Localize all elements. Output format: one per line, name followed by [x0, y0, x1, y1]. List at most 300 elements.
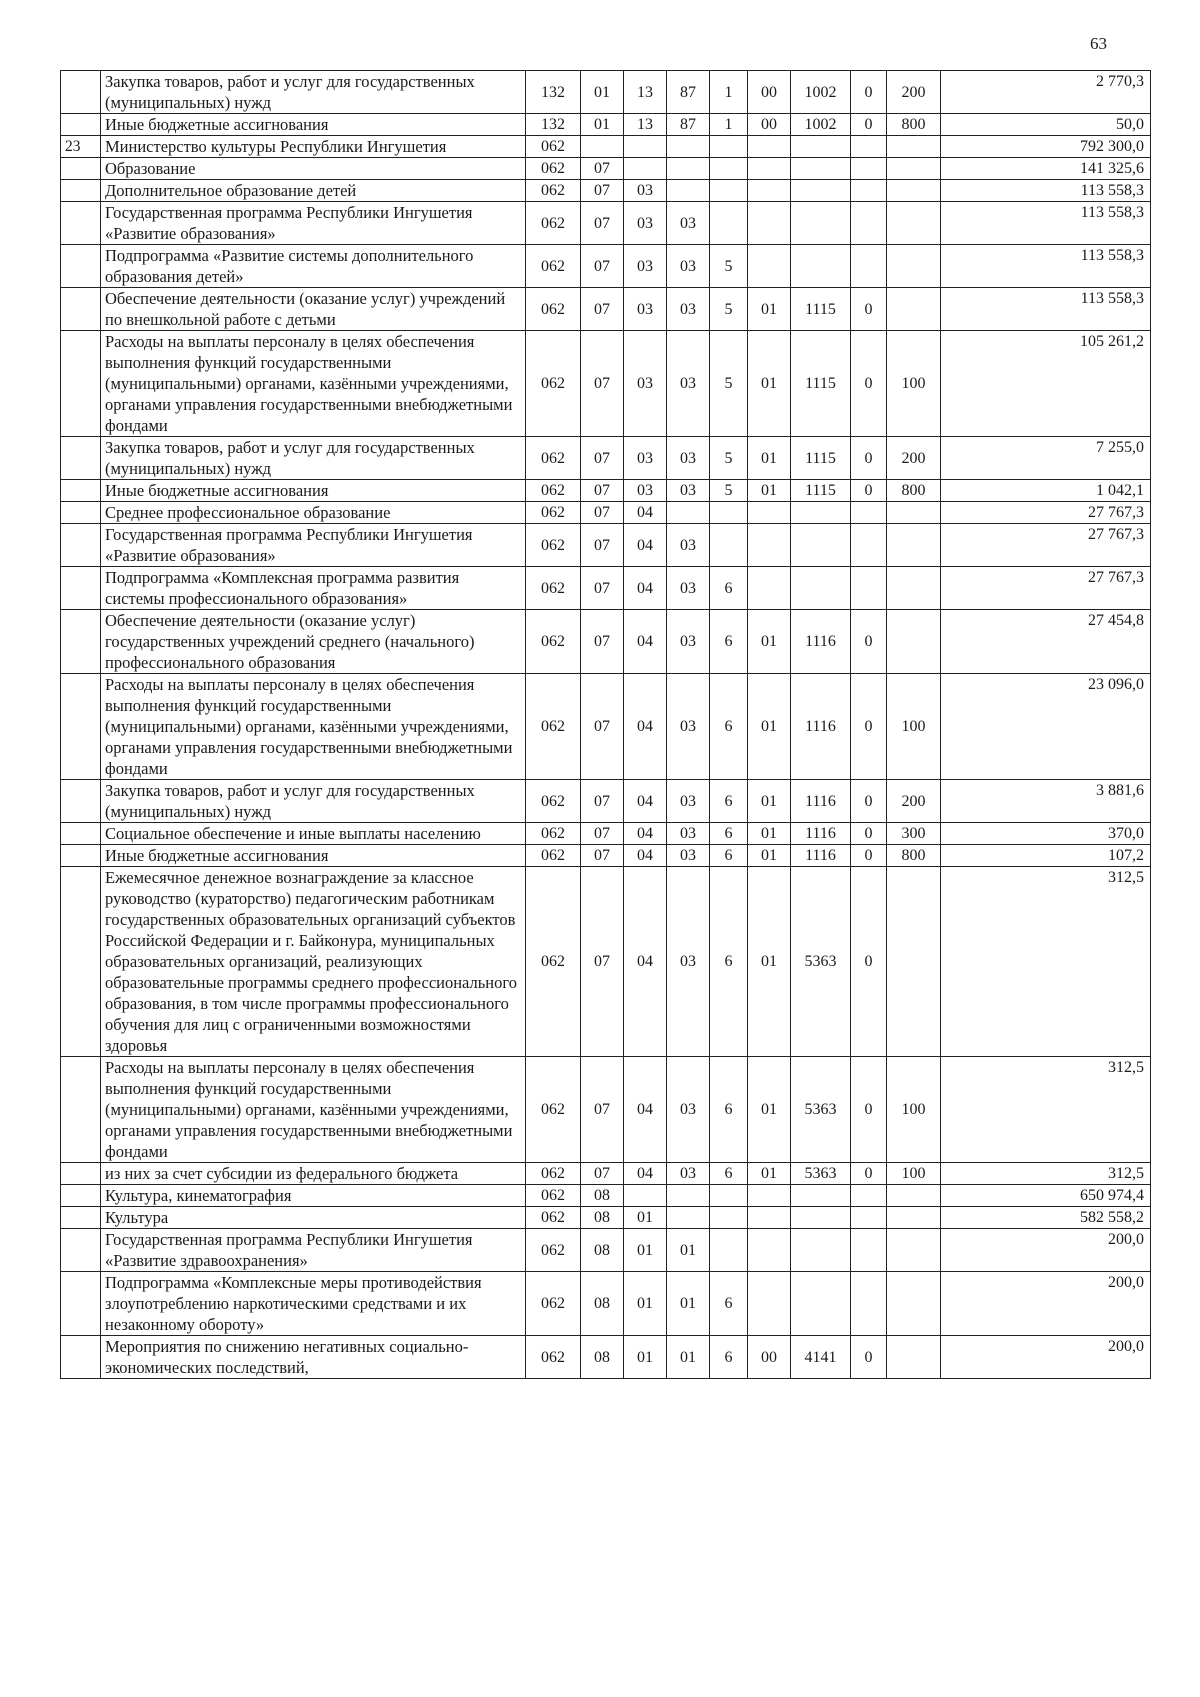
code-direction-cell: 1116: [791, 780, 851, 823]
code-program-cell: 03: [667, 610, 710, 674]
code-ministry-cell: 062: [526, 158, 581, 180]
code-direction-cell: 5363: [791, 1057, 851, 1163]
code-sub-cell: [851, 180, 887, 202]
code-expense-type-cell: 100: [887, 1057, 941, 1163]
code-direction-cell: 1116: [791, 674, 851, 780]
code-section-cell: 08: [581, 1207, 624, 1229]
code-sub-cell: [851, 158, 887, 180]
code-event-cell: [748, 202, 791, 245]
item-name-cell: Обеспечение деятельности (оказание услуг) государственных учреждений среднего (начального) профессионального образования: [101, 610, 526, 674]
code-event-cell: [748, 567, 791, 610]
row-number-cell: [61, 674, 101, 780]
code-event-cell: 01: [748, 867, 791, 1057]
code-ministry-cell: 062: [526, 331, 581, 437]
code-ministry-cell: 062: [526, 1207, 581, 1229]
code-subprogram-cell: 5: [710, 437, 748, 480]
code-expense-type-cell: 200: [887, 780, 941, 823]
code-direction-cell: 1115: [791, 288, 851, 331]
item-name-cell: Подпрограмма «Комплексная программа развития системы профессионального образования»: [101, 567, 526, 610]
code-direction-cell: [791, 502, 851, 524]
code-program-cell: 03: [667, 674, 710, 780]
row-number-cell: [61, 288, 101, 331]
code-program-cell: 03: [667, 1163, 710, 1185]
code-program-cell: 01: [667, 1336, 710, 1379]
code-subprogram-cell: 5: [710, 331, 748, 437]
code-subsection-cell: 04: [624, 610, 667, 674]
code-section-cell: 07: [581, 610, 624, 674]
table-row: [61, 331, 1151, 437]
code-event-cell: [748, 1229, 791, 1272]
code-program-cell: 03: [667, 524, 710, 567]
code-sub-cell: 0: [851, 437, 887, 480]
item-name-cell: Подпрограмма «Развитие системы дополнительного образования детей»: [101, 245, 526, 288]
code-event-cell: 00: [748, 1336, 791, 1379]
code-program-cell: 03: [667, 1057, 710, 1163]
code-program-cell: [667, 502, 710, 524]
code-section-cell: 08: [581, 1272, 624, 1336]
item-name-cell: Образование: [101, 158, 526, 180]
code-section-cell: 07: [581, 158, 624, 180]
code-sub-cell: [851, 136, 887, 158]
code-direction-cell: [791, 1229, 851, 1272]
row-number-cell: [61, 180, 101, 202]
row-number-cell: [61, 245, 101, 288]
code-subsection-cell: [624, 136, 667, 158]
code-subprogram-cell: 6: [710, 823, 748, 845]
code-sub-cell: 0: [851, 610, 887, 674]
item-name-cell: Государственная программа Республики Ингушетия «Развитие образования»: [101, 524, 526, 567]
code-expense-type-cell: 100: [887, 1163, 941, 1185]
table-row: [61, 288, 1151, 331]
code-direction-cell: 1116: [791, 845, 851, 867]
code-direction-cell: 1115: [791, 437, 851, 480]
row-number-cell: [61, 1207, 101, 1229]
code-program-cell: 03: [667, 202, 710, 245]
table-row: [61, 1336, 1151, 1379]
code-section-cell: 07: [581, 1163, 624, 1185]
code-sub-cell: [851, 502, 887, 524]
code-expense-type-cell: [887, 1185, 941, 1207]
code-ministry-cell: 062: [526, 502, 581, 524]
code-ministry-cell: 062: [526, 1057, 581, 1163]
code-section-cell: 01: [581, 71, 624, 114]
code-ministry-cell: 062: [526, 567, 581, 610]
code-ministry-cell: 132: [526, 114, 581, 136]
amount-cell: 312,5: [941, 1163, 1151, 1185]
table-row: [61, 567, 1151, 610]
code-ministry-cell: 062: [526, 480, 581, 502]
code-event-cell: 01: [748, 845, 791, 867]
code-section-cell: 07: [581, 437, 624, 480]
code-section-cell: 07: [581, 1057, 624, 1163]
row-number-cell: [61, 780, 101, 823]
code-ministry-cell: 062: [526, 1336, 581, 1379]
code-sub-cell: 0: [851, 867, 887, 1057]
row-number-cell: [61, 502, 101, 524]
item-name-cell: Иные бюджетные ассигнования: [101, 480, 526, 502]
amount-cell: 27 767,3: [941, 567, 1151, 610]
code-section-cell: 07: [581, 823, 624, 845]
code-event-cell: [748, 1272, 791, 1336]
code-subsection-cell: 03: [624, 288, 667, 331]
code-ministry-cell: 132: [526, 71, 581, 114]
code-event-cell: 01: [748, 1057, 791, 1163]
code-sub-cell: 0: [851, 480, 887, 502]
table-row: [61, 1163, 1151, 1185]
code-subprogram-cell: 5: [710, 245, 748, 288]
item-name-cell: Министерство культуры Республики Ингушетия: [101, 136, 526, 158]
code-expense-type-cell: [887, 136, 941, 158]
table-row: [61, 845, 1151, 867]
row-number-cell: [61, 71, 101, 114]
code-program-cell: 01: [667, 1229, 710, 1272]
table-row: [61, 823, 1151, 845]
code-direction-cell: [791, 158, 851, 180]
code-event-cell: 01: [748, 780, 791, 823]
item-name-cell: Ежемесячное денежное вознаграждение за классное руководство (кураторство) педагогическим работникам государственных образовательных организаций субъектов Российской Федерации и г. Байконура, муниципальных образовательных организаций, реализующих образовательные программы среднего профессионального образования, в том числе программы профессионального обучения для лиц с ограниченными возможностями здоровья: [101, 867, 526, 1057]
code-event-cell: [748, 524, 791, 567]
amount-cell: 2 770,3: [941, 71, 1151, 114]
code-expense-type-cell: [887, 158, 941, 180]
code-subprogram-cell: 6: [710, 567, 748, 610]
code-expense-type-cell: [887, 524, 941, 567]
code-direction-cell: [791, 1185, 851, 1207]
code-event-cell: 01: [748, 437, 791, 480]
code-sub-cell: 0: [851, 1163, 887, 1185]
row-number-cell: [61, 823, 101, 845]
code-program-cell: 03: [667, 288, 710, 331]
code-event-cell: [748, 136, 791, 158]
code-ministry-cell: 062: [526, 524, 581, 567]
code-subsection-cell: 01: [624, 1272, 667, 1336]
table-row: [61, 202, 1151, 245]
code-subsection-cell: 04: [624, 823, 667, 845]
code-program-cell: 03: [667, 867, 710, 1057]
code-expense-type-cell: 800: [887, 845, 941, 867]
page-number: 63: [1090, 34, 1107, 53]
amount-cell: 1 042,1: [941, 480, 1151, 502]
code-program-cell: 03: [667, 437, 710, 480]
amount-cell: 582 558,2: [941, 1207, 1151, 1229]
row-number-cell: [61, 845, 101, 867]
code-section-cell: 07: [581, 202, 624, 245]
item-name-cell: Социальное обеспечение и иные выплаты населению: [101, 823, 526, 845]
item-name-cell: Расходы на выплаты персоналу в целях обеспечения выполнения функций государственными (муниципальными) органами, казёнными учреждениями, органами управления государственными внебюджетными фондами: [101, 674, 526, 780]
code-event-cell: 01: [748, 1163, 791, 1185]
code-subsection-cell: 03: [624, 480, 667, 502]
code-event-cell: 01: [748, 674, 791, 780]
code-program-cell: 03: [667, 780, 710, 823]
code-subprogram-cell: [710, 1185, 748, 1207]
code-event-cell: 00: [748, 114, 791, 136]
code-sub-cell: 0: [851, 674, 887, 780]
code-subsection-cell: 03: [624, 437, 667, 480]
code-event-cell: 01: [748, 610, 791, 674]
code-subprogram-cell: 6: [710, 780, 748, 823]
code-event-cell: [748, 245, 791, 288]
code-program-cell: 01: [667, 1272, 710, 1336]
amount-cell: 7 255,0: [941, 437, 1151, 480]
code-subprogram-cell: 6: [710, 845, 748, 867]
code-subsection-cell: 03: [624, 202, 667, 245]
code-program-cell: [667, 158, 710, 180]
code-subsection-cell: 04: [624, 1057, 667, 1163]
code-event-cell: 01: [748, 288, 791, 331]
code-direction-cell: [791, 180, 851, 202]
item-name-cell: Государственная программа Республики Ингушетия «Развитие здравоохранения»: [101, 1229, 526, 1272]
code-event-cell: 01: [748, 480, 791, 502]
row-number-cell: [61, 567, 101, 610]
code-sub-cell: 0: [851, 331, 887, 437]
code-event-cell: [748, 502, 791, 524]
table-row: [61, 480, 1151, 502]
code-subprogram-cell: 5: [710, 288, 748, 331]
code-subprogram-cell: 1: [710, 71, 748, 114]
code-expense-type-cell: [887, 288, 941, 331]
code-subsection-cell: [624, 158, 667, 180]
code-subprogram-cell: [710, 524, 748, 567]
code-section-cell: 07: [581, 674, 624, 780]
table-row: [61, 780, 1151, 823]
code-expense-type-cell: [887, 867, 941, 1057]
code-subprogram-cell: [710, 202, 748, 245]
code-section-cell: 07: [581, 288, 624, 331]
code-event-cell: 01: [748, 823, 791, 845]
code-direction-cell: 5363: [791, 867, 851, 1057]
code-expense-type-cell: 100: [887, 331, 941, 437]
code-sub-cell: 0: [851, 823, 887, 845]
row-number-cell: [61, 524, 101, 567]
amount-cell: 370,0: [941, 823, 1151, 845]
code-expense-type-cell: [887, 1336, 941, 1379]
code-ministry-cell: 062: [526, 845, 581, 867]
code-sub-cell: [851, 1207, 887, 1229]
code-sub-cell: 0: [851, 114, 887, 136]
code-sub-cell: [851, 524, 887, 567]
code-subprogram-cell: 6: [710, 1163, 748, 1185]
code-subprogram-cell: [710, 180, 748, 202]
table-row: [61, 1272, 1151, 1336]
table-row: [61, 610, 1151, 674]
code-expense-type-cell: [887, 1207, 941, 1229]
item-name-cell: Иные бюджетные ассигнования: [101, 114, 526, 136]
row-number-cell: [61, 202, 101, 245]
code-sub-cell: 0: [851, 780, 887, 823]
amount-cell: 107,2: [941, 845, 1151, 867]
amount-cell: 50,0: [941, 114, 1151, 136]
code-program-cell: [667, 1207, 710, 1229]
table-body: [61, 71, 1151, 1379]
amount-cell: 113 558,3: [941, 202, 1151, 245]
code-section-cell: 07: [581, 524, 624, 567]
code-program-cell: 03: [667, 823, 710, 845]
amount-cell: 3 881,6: [941, 780, 1151, 823]
code-expense-type-cell: [887, 567, 941, 610]
code-subprogram-cell: 6: [710, 610, 748, 674]
code-event-cell: [748, 1185, 791, 1207]
code-program-cell: 87: [667, 71, 710, 114]
code-expense-type-cell: 300: [887, 823, 941, 845]
item-name-cell: Культура, кинематография: [101, 1185, 526, 1207]
table-row: [61, 1207, 1151, 1229]
code-direction-cell: [791, 524, 851, 567]
code-section-cell: 07: [581, 502, 624, 524]
code-sub-cell: [851, 202, 887, 245]
code-sub-cell: 0: [851, 1057, 887, 1163]
code-expense-type-cell: 800: [887, 114, 941, 136]
code-subprogram-cell: [710, 502, 748, 524]
code-subsection-cell: 04: [624, 524, 667, 567]
code-subsection-cell: 04: [624, 867, 667, 1057]
code-program-cell: [667, 136, 710, 158]
code-ministry-cell: 062: [526, 136, 581, 158]
row-number-cell: [61, 1272, 101, 1336]
code-section-cell: 07: [581, 245, 624, 288]
table-row: [61, 502, 1151, 524]
code-section-cell: 07: [581, 867, 624, 1057]
code-ministry-cell: 062: [526, 202, 581, 245]
code-expense-type-cell: [887, 245, 941, 288]
code-subprogram-cell: 6: [710, 867, 748, 1057]
amount-cell: 312,5: [941, 867, 1151, 1057]
code-direction-cell: [791, 136, 851, 158]
code-program-cell: 03: [667, 480, 710, 502]
amount-cell: 113 558,3: [941, 180, 1151, 202]
row-number-cell: [61, 1336, 101, 1379]
row-number-cell: [61, 1229, 101, 1272]
budget-table: [60, 70, 1151, 1379]
code-sub-cell: 0: [851, 288, 887, 331]
code-ministry-cell: 062: [526, 610, 581, 674]
code-direction-cell: 1116: [791, 610, 851, 674]
table-row: [61, 1057, 1151, 1163]
item-name-cell: Закупка товаров, работ и услуг для государственных (муниципальных) нужд: [101, 71, 526, 114]
table-row: [61, 524, 1151, 567]
code-direction-cell: 1002: [791, 114, 851, 136]
code-event-cell: 00: [748, 71, 791, 114]
code-subprogram-cell: 6: [710, 1057, 748, 1163]
code-program-cell: [667, 180, 710, 202]
code-expense-type-cell: 200: [887, 71, 941, 114]
code-sub-cell: [851, 1229, 887, 1272]
code-subsection-cell: 04: [624, 502, 667, 524]
item-name-cell: Мероприятия по снижению негативных социально-экономических последствий,: [101, 1336, 526, 1379]
code-program-cell: 03: [667, 845, 710, 867]
code-subprogram-cell: 6: [710, 1272, 748, 1336]
amount-cell: 27 454,8: [941, 610, 1151, 674]
code-subsection-cell: 03: [624, 331, 667, 437]
row-number-cell: [61, 1185, 101, 1207]
table-row: [61, 180, 1151, 202]
code-subsection-cell: 04: [624, 567, 667, 610]
code-ministry-cell: 062: [526, 823, 581, 845]
code-subsection-cell: 03: [624, 180, 667, 202]
code-program-cell: 03: [667, 567, 710, 610]
code-sub-cell: [851, 1185, 887, 1207]
row-number-cell: [61, 1057, 101, 1163]
table-row: [61, 674, 1151, 780]
code-program-cell: 03: [667, 245, 710, 288]
code-ministry-cell: 062: [526, 245, 581, 288]
item-name-cell: Расходы на выплаты персоналу в целях обеспечения выполнения функций государственными (муниципальными) органами, казёнными учреждениями, органами управления государственными внебюджетными фондами: [101, 331, 526, 437]
code-ministry-cell: 062: [526, 780, 581, 823]
code-subprogram-cell: 6: [710, 1336, 748, 1379]
code-expense-type-cell: [887, 1229, 941, 1272]
amount-cell: 200,0: [941, 1336, 1151, 1379]
amount-cell: 141 325,6: [941, 158, 1151, 180]
code-subsection-cell: 01: [624, 1336, 667, 1379]
code-sub-cell: 0: [851, 71, 887, 114]
code-sub-cell: 0: [851, 845, 887, 867]
code-subsection-cell: 13: [624, 114, 667, 136]
table-row: [61, 867, 1151, 1057]
table-row: [61, 136, 1151, 158]
code-direction-cell: 1115: [791, 331, 851, 437]
row-number-cell: [61, 1163, 101, 1185]
item-name-cell: Дополнительное образование детей: [101, 180, 526, 202]
code-section-cell: 08: [581, 1336, 624, 1379]
item-name-cell: Государственная программа Республики Ингушетия «Развитие образования»: [101, 202, 526, 245]
code-subprogram-cell: [710, 1229, 748, 1272]
code-section-cell: 08: [581, 1185, 624, 1207]
code-subsection-cell: 04: [624, 780, 667, 823]
code-subprogram-cell: 1: [710, 114, 748, 136]
code-direction-cell: 1116: [791, 823, 851, 845]
code-program-cell: 87: [667, 114, 710, 136]
code-direction-cell: [791, 202, 851, 245]
code-ministry-cell: 062: [526, 867, 581, 1057]
code-direction-cell: 1002: [791, 71, 851, 114]
code-section-cell: 07: [581, 331, 624, 437]
code-subsection-cell: 01: [624, 1229, 667, 1272]
item-name-cell: Среднее профессиональное образование: [101, 502, 526, 524]
table-row: [61, 158, 1151, 180]
item-name-cell: Культура: [101, 1207, 526, 1229]
code-section-cell: 07: [581, 845, 624, 867]
item-name-cell: Закупка товаров, работ и услуг для государственных (муниципальных) нужд: [101, 437, 526, 480]
code-ministry-cell: 062: [526, 180, 581, 202]
code-subprogram-cell: [710, 158, 748, 180]
amount-cell: 200,0: [941, 1272, 1151, 1336]
item-name-cell: Иные бюджетные ассигнования: [101, 845, 526, 867]
row-number-cell: [61, 114, 101, 136]
amount-cell: 27 767,3: [941, 502, 1151, 524]
code-section-cell: 07: [581, 480, 624, 502]
amount-cell: 650 974,4: [941, 1185, 1151, 1207]
code-section-cell: 08: [581, 1229, 624, 1272]
code-ministry-cell: 062: [526, 1272, 581, 1336]
code-section-cell: 07: [581, 180, 624, 202]
code-event-cell: 01: [748, 331, 791, 437]
row-number-cell: [61, 610, 101, 674]
amount-cell: 27 767,3: [941, 524, 1151, 567]
row-number-cell: [61, 158, 101, 180]
code-sub-cell: 0: [851, 1336, 887, 1379]
row-number-cell: [61, 437, 101, 480]
code-section-cell: [581, 136, 624, 158]
code-direction-cell: [791, 1207, 851, 1229]
code-event-cell: [748, 1207, 791, 1229]
amount-cell: 312,5: [941, 1057, 1151, 1163]
code-expense-type-cell: 100: [887, 674, 941, 780]
item-name-cell: Подпрограмма «Комплексные меры противодействия злоупотреблению наркотическими средствами и их незаконному обороту»: [101, 1272, 526, 1336]
table-row: [61, 1229, 1151, 1272]
code-expense-type-cell: [887, 502, 941, 524]
code-direction-cell: [791, 245, 851, 288]
item-name-cell: из них за счет субсидии из федерального бюджета: [101, 1163, 526, 1185]
table-row: [61, 245, 1151, 288]
code-direction-cell: 4141: [791, 1336, 851, 1379]
